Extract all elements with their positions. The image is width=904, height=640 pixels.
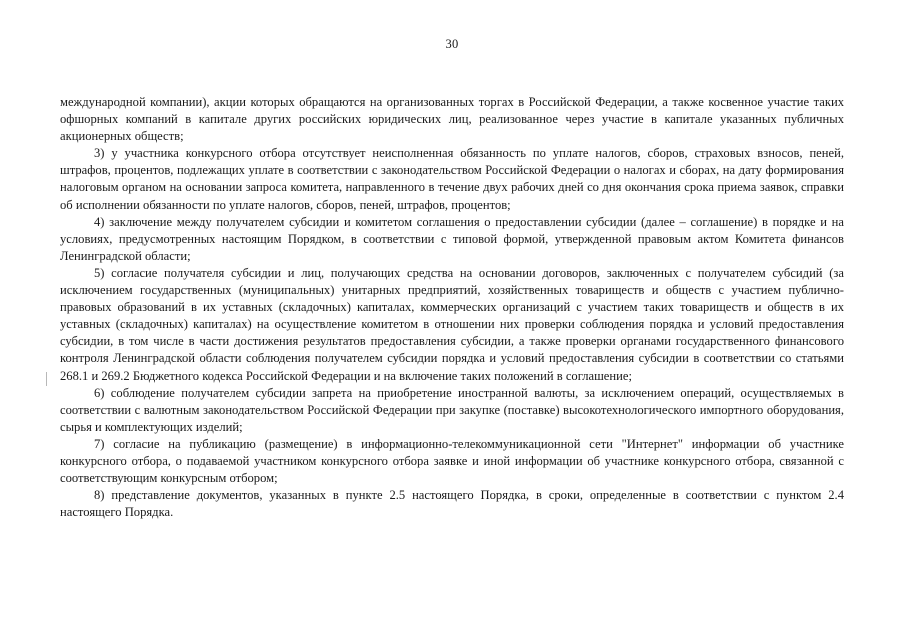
paragraph-item-8: 8) представление документов, указанных в пункте 2.5 настоящего Порядка, в сроки, определенные в соответствии с пунктом 2.4 настоящего Порядка. [60, 488, 844, 520]
paragraph-item-7: 7) согласие на публикацию (размещение) в информационно-телекоммуникационной сети "Интернет" информации об участнике конкурсного отбора, о подаваемой участником конкурсного отбора заявке и иной информации об участнике конкурсного отбора, связанной с соответствующим конкурсным отбором; [60, 436, 844, 486]
paragraph-item-6: 6) соблюдение получателем субсидии запрета на приобретение иностранной валюты, за исключением операций, осуществляемых в соответствии с валютным законодательством Российской Федерации при закупке (поставке) высокотехнологического импортного оборудования, сырья и комплектующих изделий; [60, 385, 844, 434]
paragraph-item-4: 4) заключение между получателем субсидии и комитетом соглашения о предоставлении субсидии (далее – соглашение) в порядке и на условиях, предусмотренных настоящим Порядком, в соответствии с типовой формой, утвержденной правовым актом Комитета финансов Ленинградской области; [60, 214, 844, 263]
document-body [60, 94, 844, 521]
paragraph-item-5: 5) согласие получателя субсидии и лиц, получающих средства на основании договоров, заключенных с получателем субсидий (за исключением государственных (муниципальных) унитарных предприятий, хозяйственных товариществ и обществ с участием публично-правовых образований в их уставных (складочных) капиталах, коммерческих организаций с участием таких товариществ и обществ в их уставных (складочных) капиталах) на осуществление комитетом в отношении них проверки соблюдения порядка и условий предоставления субсидии, в том числе в части достижения результатов предоставления субсидии, а также проверки органами государственного финансового контроля Ленинградской области соблюдения получателем субсидии порядка и условий предоставления субсидии в соответствии со статьями 268.1 и 269.2 Бюджетного кодекса Российской Федерации и на включение таких положений в соглашение; [60, 265, 844, 383]
paragraph-continuation: международной компании), акции которых обращаются на организованных торгах в Российской Федерации, а также косвенное участие таких офшорных компаний в капитале других российских юридических лиц, реализованное через участие в капитале указанных публичных акционерных обществ; [60, 95, 844, 144]
margin-mark [46, 372, 47, 386]
page-number: 30 [445, 37, 459, 51]
paragraph-item-3: 3) у участника конкурсного отбора отсутствует неисполненная обязанность по уплате налогов, сборов, страховых взносов, пеней, штрафов, процентов, подлежащих уплате в соответствии с законодательством Российской Федерации о налогах и сборах, на дату формирования налоговым органом на основании запроса комитета, направленного в течение двух рабочих дней со дня окончания срока приема заявок, справки об исполнении обязанности по уплате налогов, сборов, пеней, штрафов, процентов; [60, 146, 844, 212]
